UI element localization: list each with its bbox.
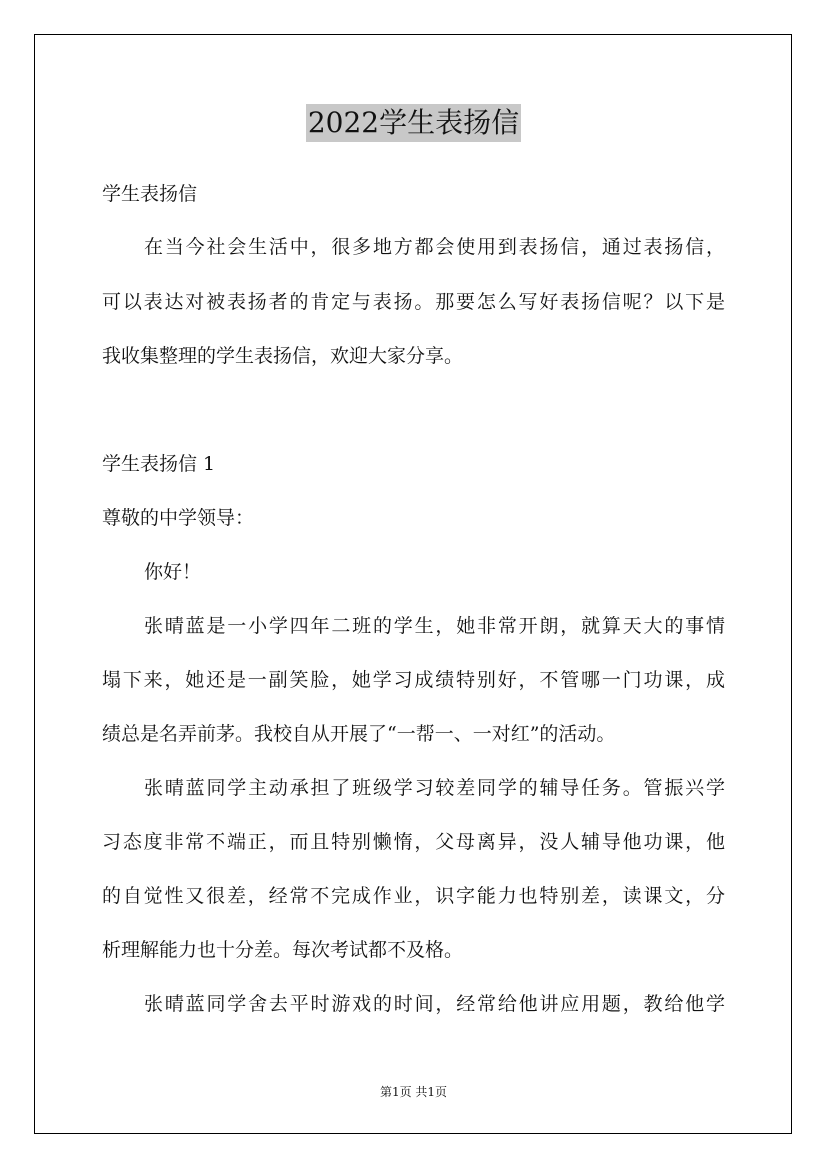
paragraph-line: 在当今社会生活中，很多地方都会使用到表扬信，通过表扬信， xyxy=(144,236,725,258)
paragraph-line: 的自觉性又很差，经常不完成作业，识字能力也特别差，读课文，分 xyxy=(102,885,725,907)
section-heading: 学生表扬信 xyxy=(102,183,198,205)
paragraph-line: 析理解能力也十分差。每次考试都不及格。 xyxy=(102,939,464,961)
page-footer: 第1页 共1页 xyxy=(379,1085,448,1099)
paragraph-line: 张晴蓝同学主动承担了班级学习较差同学的辅导任务。管振兴学 xyxy=(144,777,725,799)
letter-heading: 学生表扬信 1 xyxy=(102,453,216,475)
paragraph-line: 张晴蓝是一小学四年二班的学生，她非常开朗，就算天大的事情 xyxy=(144,615,725,637)
greeting: 你好！ xyxy=(144,561,202,583)
paragraph-line: 绩总是名弄前茅。我校自从开展了“一帮一、一对红”的活动。 xyxy=(102,723,616,745)
document-title: 2022学生表扬信 xyxy=(306,104,521,142)
paragraph-line: 习态度非常不端正，而且特别懒惰，父母离异，没人辅导他功课，他 xyxy=(102,831,725,853)
paragraph-line: 我收集整理的学生表扬信，欢迎大家分享。 xyxy=(102,345,464,367)
paragraph-line: 塌下来，她还是一副笑脸，她学习成绩特别好，不管哪一门功课，成 xyxy=(102,669,725,691)
salutation: 尊敬的中学领导： xyxy=(102,507,255,529)
title-container xyxy=(0,104,827,142)
paragraph-line: 可以表达对被表扬者的肯定与表扬。那要怎么写好表扬信呢？以下是 xyxy=(102,291,725,313)
paragraph-line: 张晴蓝同学舍去平时游戏的时间，经常给他讲应用题，教给他学 xyxy=(144,993,725,1015)
